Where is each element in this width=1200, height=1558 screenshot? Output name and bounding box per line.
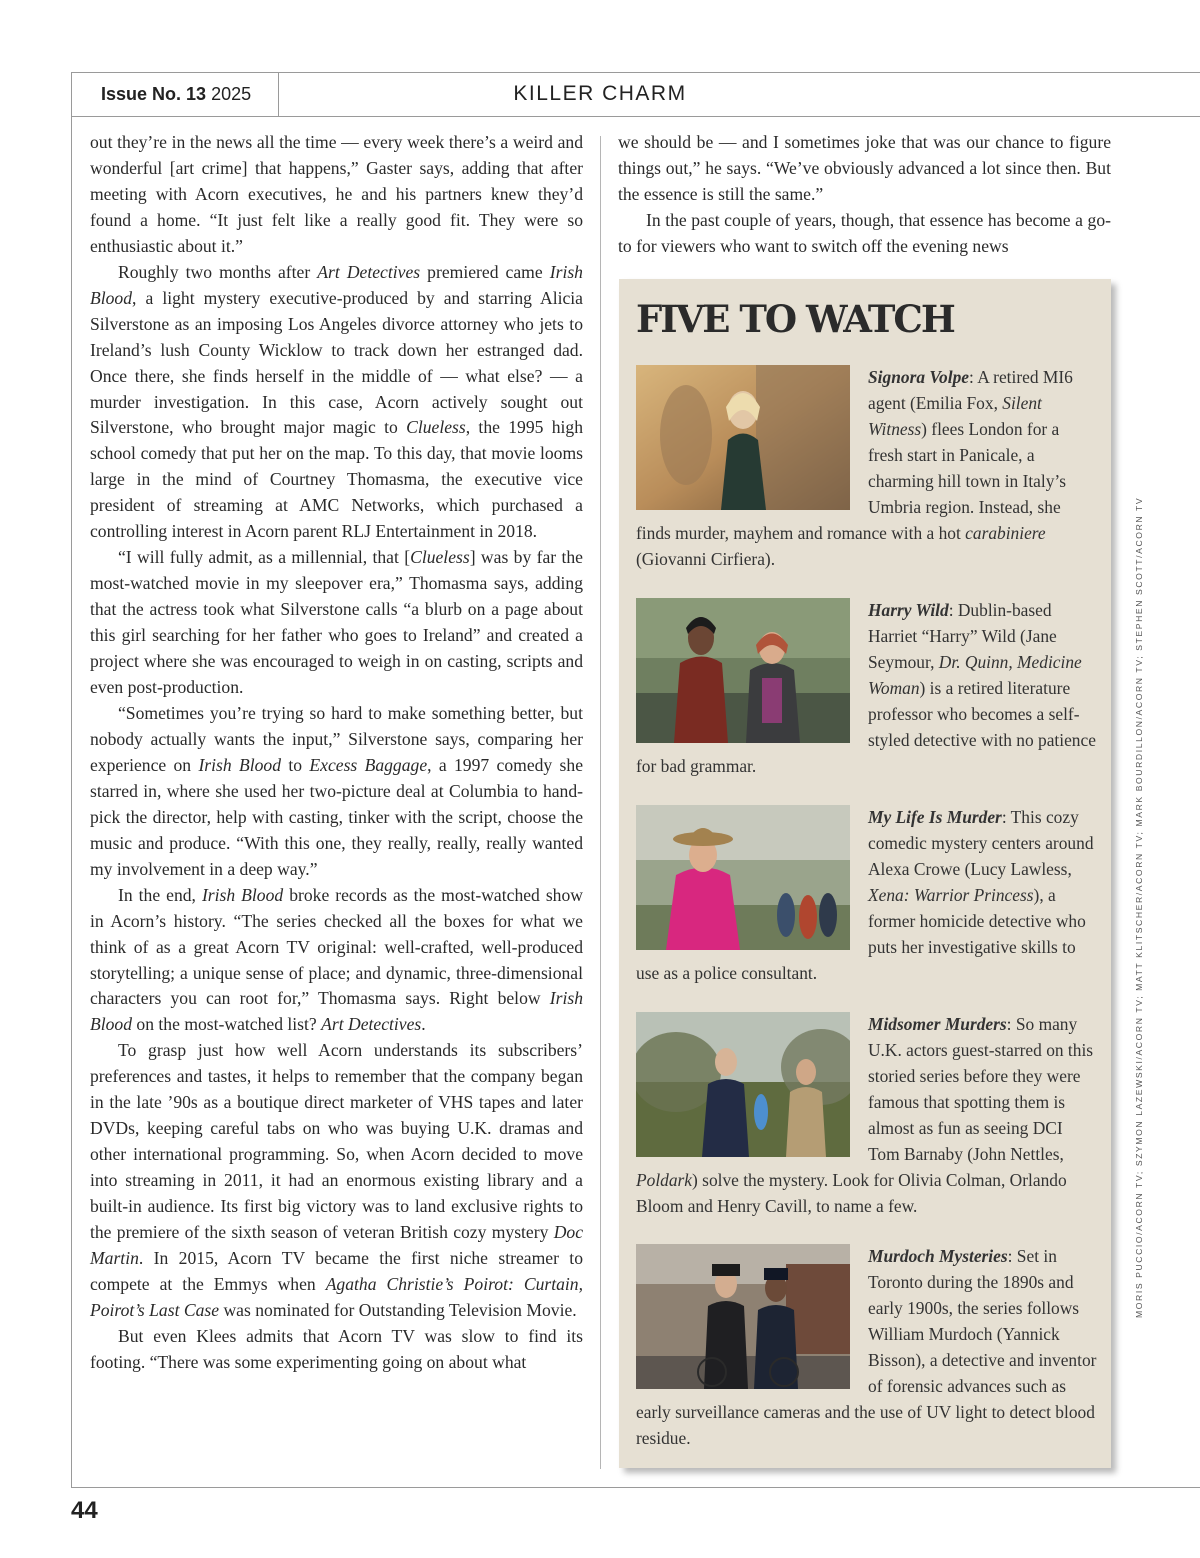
italic-title: Clueless — [410, 547, 470, 568]
article-paragraph — [90, 1324, 583, 1376]
sidebar-entry-murdoch-mysteries — [636, 1244, 1098, 1452]
article-paragraph — [90, 883, 583, 1039]
show-title: Harry Wild — [868, 600, 949, 620]
five-to-watch-sidebar — [619, 279, 1111, 1468]
sidebar-entry-signora-volpe — [636, 365, 1098, 573]
header-separator — [278, 72, 279, 117]
italic-title: Art Detectives — [321, 1014, 422, 1035]
page-left-rule — [71, 72, 72, 1488]
article-paragraph — [618, 130, 1111, 208]
italic-title: Excess Baggage — [309, 754, 428, 775]
sidebar-title: FIVE TO WATCH — [636, 297, 954, 341]
article-paragraph — [90, 260, 583, 545]
text-run: ), a former homicide detective who puts her investigative skills to use as a police consultant. — [636, 884, 1086, 983]
text-run: : Set in Toronto during the 1890s and early 1900s, the series follows William Murdoch (Yannick Bisson), a detective and inventor of forensic advances such as early surveillance cameras and the use of UV light to detect blood residue. — [636, 1246, 1097, 1448]
text-run: : So many U.K. actors guest-starred on this storied series before they were famous that spotting them is almost as fun as seeing DCI Tom Barnaby (John Nettles, — [868, 1014, 1094, 1164]
issue-label — [101, 84, 251, 105]
page-bottom-rule — [71, 1487, 1200, 1488]
italic-title: Dr. Quinn, Medicine Woman — [868, 651, 1082, 698]
italic-title: Silent Witness — [868, 392, 1042, 439]
article-paragraph — [90, 701, 583, 883]
text-run: “I will fully admit, as a millennial, that [ — [118, 547, 411, 568]
harry-wild-photo — [636, 598, 850, 743]
signora-volpe-photo — [636, 365, 850, 510]
text-run: But even Klees admits that Acorn TV was slow to find its footing. “There was some experimenting going on about what — [90, 1325, 583, 1372]
text-run: ) is a retired literature professor who becomes a self-styled detective with no patience for bad grammar. — [636, 677, 1096, 776]
issue-number: Issue No. 13 — [101, 84, 207, 104]
text-run: ) solve the mystery. Look for Olivia Colman, Orlando Bloom and Henry Cavill, to name a few. — [636, 1169, 1067, 1216]
text-run: . In 2015, Acorn TV became the first niche streamer to compete at the Emmys when — [90, 1247, 583, 1294]
text-run: , the 1995 high school comedy that put her on the map. To this day, that movie looms large in the mind of Courtney Thomasma, the executive vice president of streaming at AMC Networks, which purchased a controlling interest in Acorn parent RLJ Entertainment in 2018. — [90, 417, 583, 542]
italic-title: Irish Blood — [198, 754, 282, 775]
text-run: In the end, — [118, 884, 202, 905]
italic-title: carabiniere — [965, 522, 1046, 543]
text-run: , a light mystery executive-produced by and starring Alicia Silverstone as an imposing Los Angeles divorce attorney who jets to Ireland’s lush County Wicklow to track down her estranged dad. Once there, she finds herself in the middle of — what else? — a murder investigation. In this case, Acorn actively sought out Silverstone, who brought major magic to — [90, 287, 583, 438]
sidebar-entry-my-life-is-murder — [636, 805, 1098, 987]
header-top-rule — [71, 72, 1200, 73]
italic-title: Agatha Christie’s Poirot: Curtain, Poirot’s Last Case — [90, 1273, 583, 1320]
text-run: In the past couple of years, though, that essence has become a go-to for viewers who want to switch off the evening news — [618, 209, 1111, 256]
text-run: ) flees London for a fresh start in Panicale, a charming hill town in Italy’s Umbria region. Instead, she finds murder, mayhem and romance with a hot — [636, 418, 1067, 543]
italic-title: Art Detectives — [317, 261, 421, 282]
text-run: ] was by far the most-watched movie in my sleepover era,” Thomasma says, adding that the actress took what Silverstone calls “a blurb on a page about this girl searching for her father who goes to Ireland” and created a project where she was encouraged to weigh in on casting, scripts and even post-production. — [90, 547, 583, 698]
italic-title: Irish Blood — [90, 988, 583, 1035]
text-run: To grasp just how well Acorn understands its subscribers’ preferences and tastes, it helps to remember that the company began in the late ’90s as a boutique direct marketer of VHS tapes and later DVDs, keeping careful tabs on who was buying U.K. dramas and other international programming. So, when Acorn decided to move into streaming in 2011, it had an enormous existing library and a built-in audience. Its first big victory was to land exclusive rights to the premiere of the sixth season of veteran British cozy mystery — [90, 1040, 583, 1243]
italic-title: Xena: Warrior Princess — [868, 884, 1034, 905]
text-run: out they’re in the news all the time — every week there’s a weird and wonderful [art crime] that happens,” Gaster says, adding that after meeting with Acorn executives, he and his partners knew they’d found a home. “It just felt like a really good fit. They were so enthusiastic about it.” — [90, 132, 583, 256]
show-title: Midsomer Murders — [868, 1014, 1007, 1034]
show-title: Murdoch Mysteries — [868, 1246, 1008, 1266]
text-run: broke records as the most-watched show in Acorn’s history. “The series checked all the boxes for what we think of as a great Acorn TV original: well-crafted, well-produced storytelling; a unique sense of place; and dynamic, three-dimensional characters you can root for,” Thomasma says. Right below — [90, 884, 583, 1009]
midsomer-murders-photo — [636, 1012, 850, 1157]
article-paragraph — [618, 208, 1111, 260]
show-title: Signora Volpe — [868, 367, 969, 387]
section-title: KILLER CHARM — [513, 82, 687, 105]
italic-title: Poldark — [636, 1169, 693, 1190]
show-title: My Life Is Murder — [868, 807, 1002, 827]
column-divider — [600, 136, 601, 1469]
my-life-is-murder-photo — [636, 805, 850, 950]
murdoch-mysteries-photo — [636, 1244, 850, 1389]
text-run: to — [281, 754, 310, 775]
issue-year: 2025 — [211, 84, 252, 104]
header-bottom-rule — [71, 116, 1200, 117]
text-run: we should be — and I sometimes joke that was our chance to figure things out,” he says. “We’ve obviously advanced a lot since then. But the essence is still the same.” — [618, 132, 1111, 204]
article-paragraph — [90, 545, 583, 701]
sidebar-entry-midsomer-murders — [636, 1012, 1098, 1220]
italic-title: Clueless — [406, 417, 466, 438]
italic-title: Irish Blood — [90, 261, 583, 308]
text-run: on the most-watched list? — [132, 1014, 322, 1035]
article-paragraph — [90, 130, 583, 260]
text-run: was nominated for Outstanding Television Movie. — [219, 1299, 577, 1320]
text-run: premiered came — [420, 261, 550, 282]
page-number: 44 — [71, 1497, 98, 1524]
photo-credit: MORIS PUCCIO/ACORN TV; SZYMON LAZEWSKI/ACORN TV; MATT KLITSCHER/ACORN TV; MARK BOURDILLON/ACORN TV; STEPHEN SCOTT/ACORN TV — [1134, 496, 1144, 1318]
italic-title: Doc Martin — [90, 1222, 583, 1268]
article-left-column — [90, 130, 583, 1376]
text-run: : Dublin-based Harriet “Harry” Wild (Jane Seymour, — [868, 600, 1057, 672]
text-run: . — [421, 1014, 426, 1035]
text-run: : A retired MI6 agent (Emilia Fox, — [868, 367, 1073, 413]
text-run: : This cozy comedic mystery centers around Alexa Crowe (Lucy Lawless, — [868, 807, 1094, 879]
text-run: , a 1997 comedy she starred in, where she used her two-picture deal at Columbia to hand-pick the director, help with casting, tinker with the script, choose the music and produce. “With this one, they really, really, really wanted my involvement in a deep way.” — [90, 754, 584, 879]
text-run: (Giovanni Cirfiera). — [636, 548, 776, 569]
text-run: “Sometimes you’re trying so hard to make something better, but nobody actually wants the input,” Silverstone says, comparing her experience on — [90, 702, 583, 775]
article-paragraph — [90, 1038, 583, 1323]
article-right-column — [618, 130, 1111, 260]
sidebar-entry-harry-wild — [636, 598, 1098, 780]
text-run: Roughly two months after — [118, 261, 318, 282]
italic-title: Irish Blood — [201, 884, 284, 905]
